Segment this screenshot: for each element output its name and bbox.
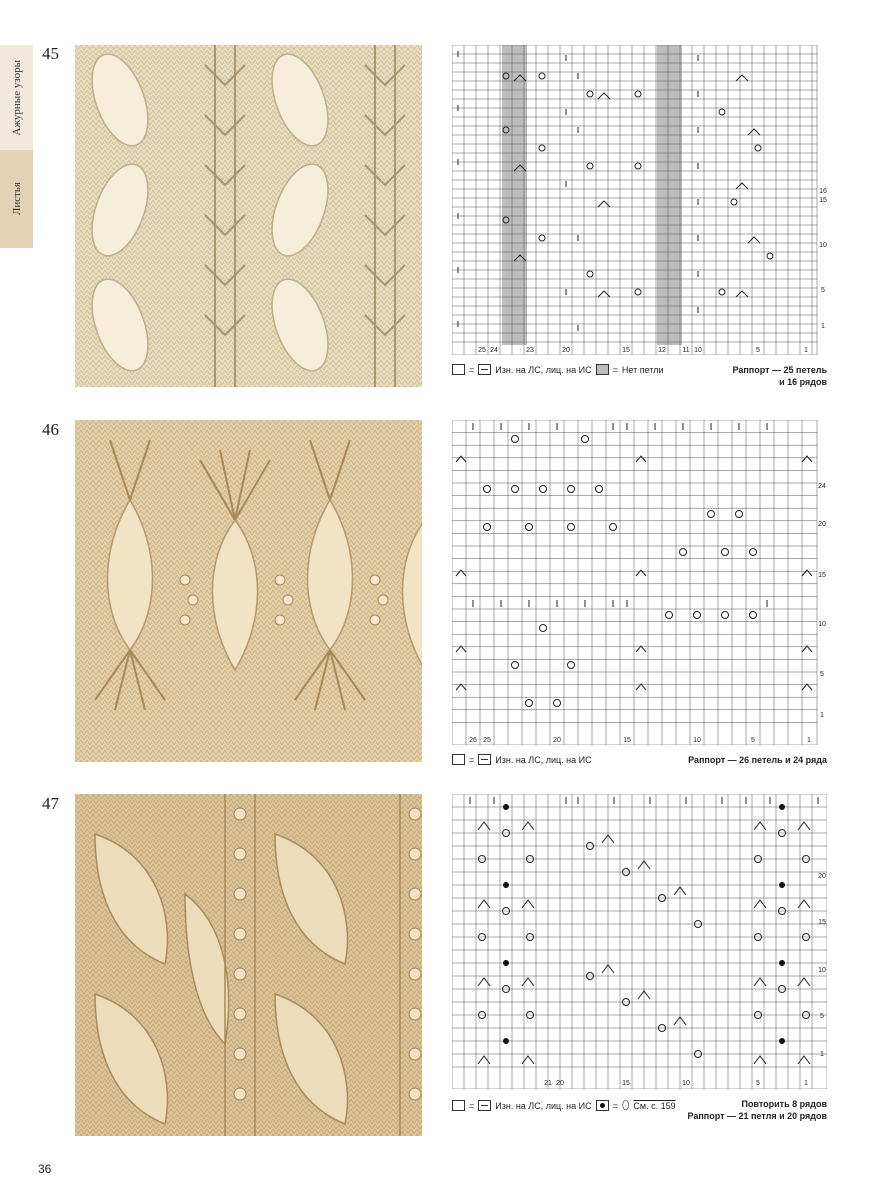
chart-stitch-label: 1 [804, 1080, 808, 1087]
chart-stitch-label: 15 [623, 737, 631, 744]
chart-row-label: 1 [820, 1051, 824, 1058]
chart-row-label: 24 [818, 483, 826, 490]
chart-stitch-label: 25 [478, 347, 486, 354]
purl-rs-symbol [452, 754, 465, 765]
repeat-info-47: Повторить 8 рядов Раппорт — 21 петля и 20 рядов [687, 1099, 827, 1121]
knitting-chart-47 [452, 794, 827, 1089]
pattern-photo-46 [75, 420, 422, 762]
knit-ws-symbol [478, 364, 491, 375]
pattern-number: 46 [42, 420, 59, 439]
chart-stitch-label: 15 [622, 1080, 630, 1087]
bobble-icon: ⬯ [621, 1098, 630, 1112]
chart-row-label: 15 [818, 919, 826, 926]
chart-stitch-label: 11 [682, 347, 690, 354]
chart-row-label: 10 [818, 967, 826, 974]
see-page-ref: См. с. 159 [633, 1100, 676, 1111]
chart-row-label: 15 [818, 572, 826, 579]
knitting-chart-46 [452, 420, 827, 745]
legend-45: = Изн. на ЛС, лиц. на ИС = Нет петли [452, 364, 663, 375]
chart-row-label: 20 [818, 873, 826, 880]
legend-47: = Изн. на ЛС, лиц. на ИС = ⬯ См. с. 159 [452, 1098, 676, 1113]
pattern-photo-45 [75, 45, 422, 387]
knit-ws-symbol [478, 1100, 491, 1111]
repeat-info-45: Раппорт — 25 петель и 16 рядов [732, 365, 827, 387]
bobble-symbol [596, 1100, 609, 1111]
chart-stitch-label: 12 [658, 347, 666, 354]
pattern-number: 47 [42, 794, 59, 813]
chart-row-label: 5 [821, 287, 825, 294]
side-tab-subsection: Листья [0, 150, 33, 248]
chart-row-label: 5 [820, 1013, 824, 1020]
chart-stitch-label: 26 [469, 737, 477, 744]
chart-stitch-label: 20 [562, 347, 570, 354]
chart-row-label: 1 [820, 712, 824, 719]
side-tab-section: Ажурные узоры [0, 45, 33, 150]
chart-stitch-label: 20 [556, 1080, 564, 1087]
page-number: 36 [38, 1162, 52, 1176]
chart-stitch-label: 21 [544, 1080, 552, 1087]
chart-stitch-label: 5 [751, 737, 755, 744]
purl-rs-symbol [452, 1100, 465, 1111]
chart-row-label: 10 [819, 242, 827, 249]
pattern-photo-47 [75, 794, 422, 1136]
chart-stitch-label: 10 [682, 1080, 690, 1087]
chart-stitch-label: 1 [804, 347, 808, 354]
repeat-info-46: Раппорт — 26 петель и 24 ряда [688, 755, 827, 765]
chart-row-label: 1 [821, 323, 825, 330]
chart-row-label: 15 [819, 197, 827, 204]
chart-stitch-label: 24 [490, 347, 498, 354]
chart-row-label: 16 [819, 188, 827, 195]
knit-ws-symbol [478, 754, 491, 765]
chart-stitch-label: 10 [694, 347, 702, 354]
chart-stitch-label: 15 [622, 347, 630, 354]
chart-row-label: 20 [818, 521, 826, 528]
chart-stitch-label: 1 [807, 737, 811, 744]
chart-stitch-label: 23 [526, 347, 534, 354]
chart-stitch-label: 5 [756, 347, 760, 354]
chart-stitch-label: 25 [483, 737, 491, 744]
purl-rs-symbol [452, 364, 465, 375]
chart-stitch-label: 20 [553, 737, 561, 744]
chart-row-label: 5 [820, 671, 824, 678]
chart-stitch-label: 5 [756, 1080, 760, 1087]
chart-row-label: 10 [818, 621, 826, 628]
legend-46: = Изн. на ЛС, лиц. на ИС [452, 754, 592, 765]
knitting-chart-45 [452, 45, 827, 355]
no-stitch-symbol [596, 364, 609, 375]
pattern-number: 45 [42, 44, 59, 63]
chart-stitch-label: 10 [693, 737, 701, 744]
